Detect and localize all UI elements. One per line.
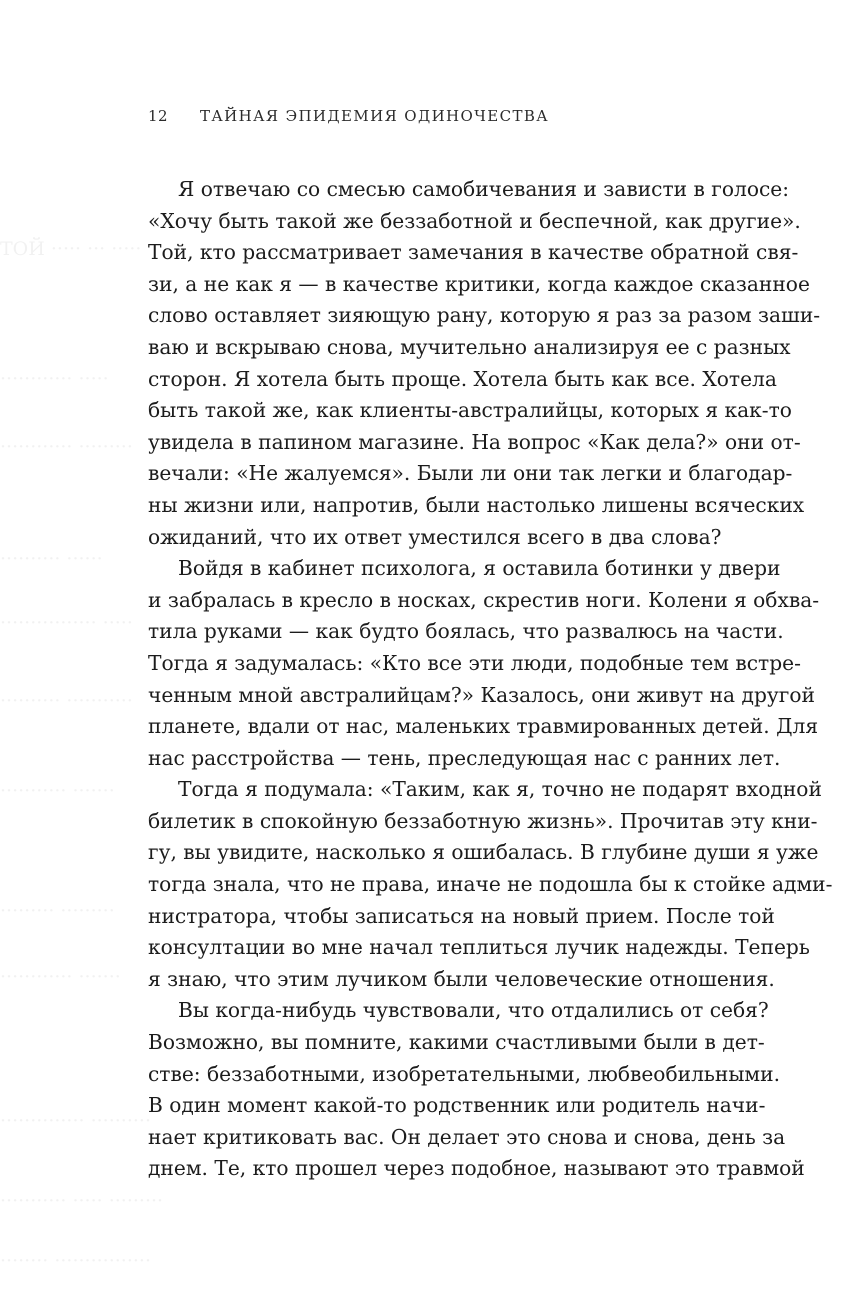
text-line: ваю и вскрываю снова, мучительно анализируя ее с разных <box>148 334 791 359</box>
text-line: слово оставляет зияющую рану, которую я раз за разом заши- <box>148 303 821 328</box>
text-line: Войдя в кабинет психолога, я оставила ботинки у двери <box>178 556 781 581</box>
text-line: Вы когда-нибудь чувствовали, что отдалились от себя? <box>178 998 769 1023</box>
show-through-ghost: ············ ········· <box>0 436 133 458</box>
text-line: я знаю, что этим лучиком были человеческие отношения. <box>148 966 775 991</box>
text-line: ченным мной австралийцам?» Казалось, они живут на другой <box>148 682 815 707</box>
text-line: нистратора, чтобы записаться на новый прием. После той <box>148 903 775 928</box>
show-through-ghost: ··········· ····· ········· <box>0 1190 164 1212</box>
text-line: Тогда я подумала: «Таким, как я, точно не подарят входной <box>178 777 822 802</box>
running-title: ТАЙНАЯ ЭПИДЕМИЯ ОДИНОЧЕСТВА <box>200 107 550 125</box>
text-line: Возможно, вы помните, какими счастливыми были в дет- <box>148 1030 765 1055</box>
text-line: Я отвечаю со смесью самобичевания и зависти в голосе: <box>178 177 790 201</box>
text-line: нас расстройства — тень, преследующая нас с ранних лет. <box>148 745 781 770</box>
show-through-ghost: ТОЙ ····· ··· ····· <box>0 238 142 260</box>
text-line: ны жизни или, напротив, были настолько лишены всяческих <box>148 492 805 517</box>
text-line: консултации во мне начал теплиться лучик надежды. Теперь <box>148 935 810 960</box>
text-line: быть такой же, как клиенты-австралийцы, которых я как-то <box>148 398 792 423</box>
text-line: тогда знала, что не права, иначе не подошла бы к стойке адми- <box>148 872 833 897</box>
body-text <box>148 174 833 1185</box>
text-line: планете, вдали от нас, маленьких травмированных детей. Для <box>148 714 819 739</box>
running-header <box>148 107 549 125</box>
text-line: стве: беззаботными, изобретательными, любвеобильными. <box>148 1061 780 1086</box>
text-line: нает критиковать вас. Он делает это снова и снова, день за <box>148 1124 786 1149</box>
show-through-ghost: ·········· ··········· <box>0 690 133 712</box>
show-through-ghost: ·············· ·········· <box>0 1110 151 1132</box>
text-line: вечали: «Не жалуемся». Были ли они так легки и благодар- <box>148 461 793 486</box>
text-line: и забралась в кресло в носках, скрестив ноги. Колени я обхва- <box>148 587 820 612</box>
page-number: 12 <box>148 107 169 125</box>
text-line: Той, кто рассматривает замечания в качестве обратной свя- <box>148 240 799 265</box>
show-through-ghost: ········ ················ <box>0 1250 151 1272</box>
show-through-ghost: ········· ········· <box>0 900 115 922</box>
text-line: ожиданий, что их ответ уместился всего в два слова? <box>148 524 722 549</box>
show-through-ghost: ············ ······· <box>0 966 121 988</box>
text-line: билетик в спокойную беззаботную жизнь». Прочитав эту кни- <box>148 808 818 833</box>
text-line: «Хочу быть такой же беззаботной и беспечной, как другие». <box>148 208 801 233</box>
show-through-ghost: ·········· ······ <box>0 548 103 570</box>
text-line: увидела в папином магазине. На вопрос «Как дела?» они от- <box>148 429 801 454</box>
text-line: сторон. Я хотела быть проще. Хотела быть как все. Хотела <box>148 366 777 391</box>
text-line: В один момент какой-то родственник или родитель начи- <box>148 1093 766 1118</box>
text-line: тила руками — как будто боялась, что развалюсь на части. <box>148 619 784 644</box>
show-through-ghost: ··········· ······· <box>0 780 115 802</box>
text-line: Тогда я задумалась: «Кто все эти люди, подобные тем встре- <box>148 650 801 675</box>
show-through-ghost: ············ ····· <box>0 368 109 390</box>
text-line: зи, а не как я — в качестве критики, когда каждое сказанное <box>148 271 810 296</box>
text-line: днем. Те, кто прошел через подобное, называют это травмой <box>148 1156 805 1181</box>
show-through-ghost: ················ ····· <box>0 612 133 634</box>
text-line: гу, вы увидите, насколько я ошибалась. В глубине души я уже <box>148 840 819 865</box>
